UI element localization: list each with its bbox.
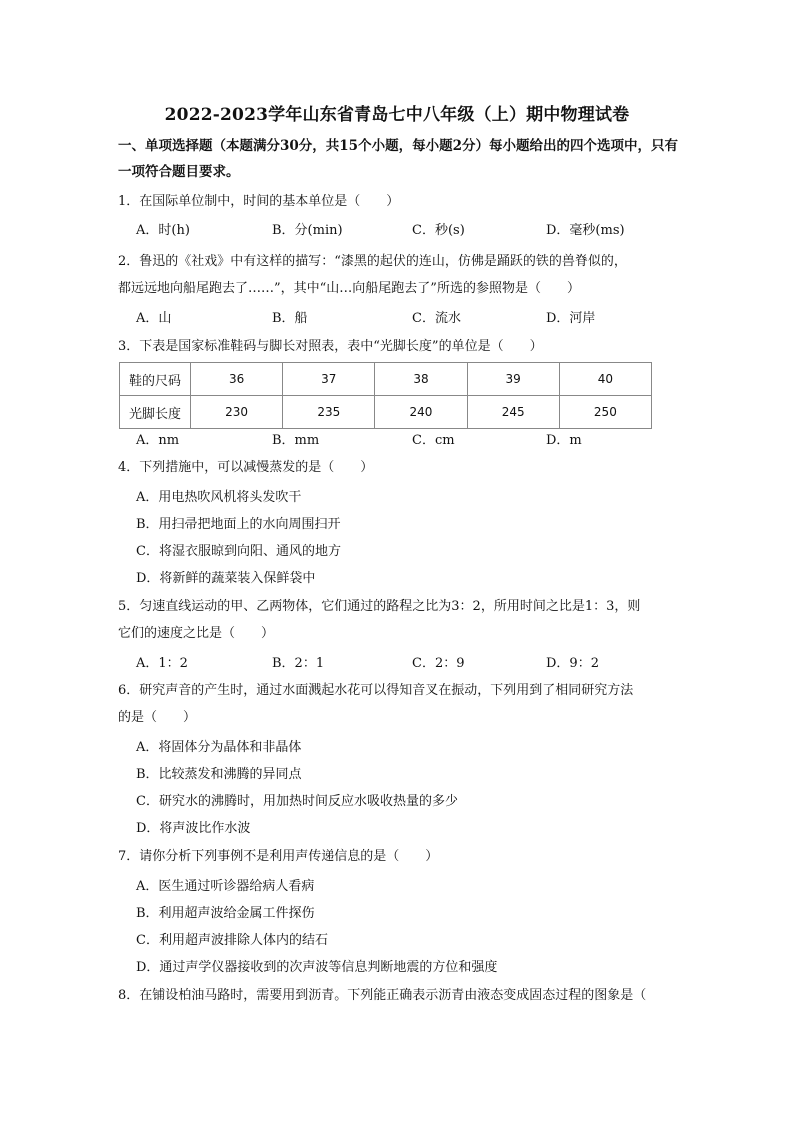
q4-option-a: A．用电热吹风机将头发吹干: [136, 490, 302, 505]
q2-option-c: C．流水: [412, 311, 461, 326]
q7-option-d: D．通过声学仪器接收到的次声波等信息判断地震的方位和强度: [136, 960, 498, 975]
question-7: 7．请你分析下列事例不是利用声传递信息的是（ ）: [118, 849, 439, 864]
table-cell: 鞋的尺码: [120, 363, 191, 396]
q1-option-a: A．时(h): [136, 223, 190, 238]
q2-option-a: A．山: [136, 311, 172, 326]
q3-option-c: C．cm: [412, 433, 455, 448]
table-cell: 230: [191, 396, 283, 429]
table-cell: 37: [283, 363, 375, 396]
table-cell: 39: [467, 363, 559, 396]
q4-option-d: D．将新鲜的蔬菜装入保鲜袋中: [136, 571, 316, 586]
exam-title: 2022-2023学年山东省青岛七中八年级（上）期中物理试卷: [164, 105, 630, 125]
table-cell: 光脚长度: [120, 396, 191, 429]
q7-option-b: B．利用超声波给金属工件探伤: [136, 906, 315, 921]
table-row: [120, 396, 652, 429]
table-row: [120, 363, 652, 396]
table-cell: 36: [191, 363, 283, 396]
table-cell: 235: [283, 396, 375, 429]
question-8: 8．在铺设柏油马路时，需要用到沥青。下列能正确表示沥青由液态变成固态过程的图象是（: [118, 988, 647, 1003]
shoe-size-table: [119, 362, 652, 429]
table-cell: 40: [559, 363, 651, 396]
q3-option-b: B．mm: [272, 433, 320, 448]
question-5-line-2: 它们的速度之比是（ ）: [118, 626, 275, 641]
q1-option-b: B．分(min): [272, 223, 343, 238]
question-6-line-1: 6．研究声音的产生时，通过水面溅起水花可以得知音叉在振动，下列用到了相同研究方法: [118, 683, 634, 698]
table-cell: 245: [467, 396, 559, 429]
question-2-line-1: 2．鲁迅的《社戏》中有这样的描写：“漆黑的起伏的连山，仿佛是踊跃的铁的兽脊似的，: [118, 254, 627, 269]
q4-option-b: B．用扫帚把地面上的水向周围扫开: [136, 517, 341, 532]
question-1: 1．在国际单位制中，时间的基本单位是（ ）: [118, 194, 400, 209]
q3-option-d: D．m: [546, 433, 582, 448]
q5-option-d: D．9：2: [546, 656, 599, 671]
q1-option-d: D．毫秒(ms): [546, 223, 625, 238]
q6-option-b: B．比较蒸发和沸腾的异同点: [136, 767, 302, 782]
q1-option-c: C．秒(s): [412, 223, 465, 238]
q4-option-c: C．将湿衣服晾到向阳、通风的地方: [136, 544, 341, 559]
question-3: 3．下表是国家标准鞋码与脚长对照表，表中“光脚长度”的单位是（ ）: [118, 339, 543, 354]
table-cell: 38: [375, 363, 467, 396]
q2-option-b: B．船: [272, 311, 308, 326]
q5-option-a: A．1：2: [136, 656, 188, 671]
q6-option-a: A．将固体分为晶体和非晶体: [136, 740, 302, 755]
q6-option-c: C．研究水的沸腾时，用加热时间反应水吸收热量的多少: [136, 794, 458, 809]
q7-option-a: A．医生通过听诊器给病人看病: [136, 879, 315, 894]
section-heading: 一、单项选择题（本题满分30分，共15个小题，每小题2分）每小题给出的四个选项中，只有一项符合题目要求。: [118, 138, 678, 180]
question-6-line-2: 的是（ ）: [118, 710, 197, 725]
q5-option-b: B．2：1: [272, 656, 325, 671]
q3-option-a: A．nm: [136, 433, 180, 448]
q7-option-c: C．利用超声波排除人体内的结石: [136, 933, 328, 948]
question-2-line-2: 都远远地向船尾跑去了……”，其中“山…向船尾跑去了”所选的参照物是（ ）: [118, 281, 580, 296]
table-cell: 250: [559, 396, 651, 429]
question-4: 4．下列措施中，可以减慢蒸发的是（ ）: [118, 460, 374, 475]
q5-option-c: C．2：9: [412, 656, 465, 671]
table-cell: 240: [375, 396, 467, 429]
q2-option-d: D．河岸: [546, 311, 596, 326]
question-5-line-1: 5．匀速直线运动的甲、乙两物体，它们通过的路程之比为3：2，所用时间之比是1：3，则: [118, 599, 641, 614]
q6-option-d: D．将声波比作水波: [136, 821, 251, 836]
